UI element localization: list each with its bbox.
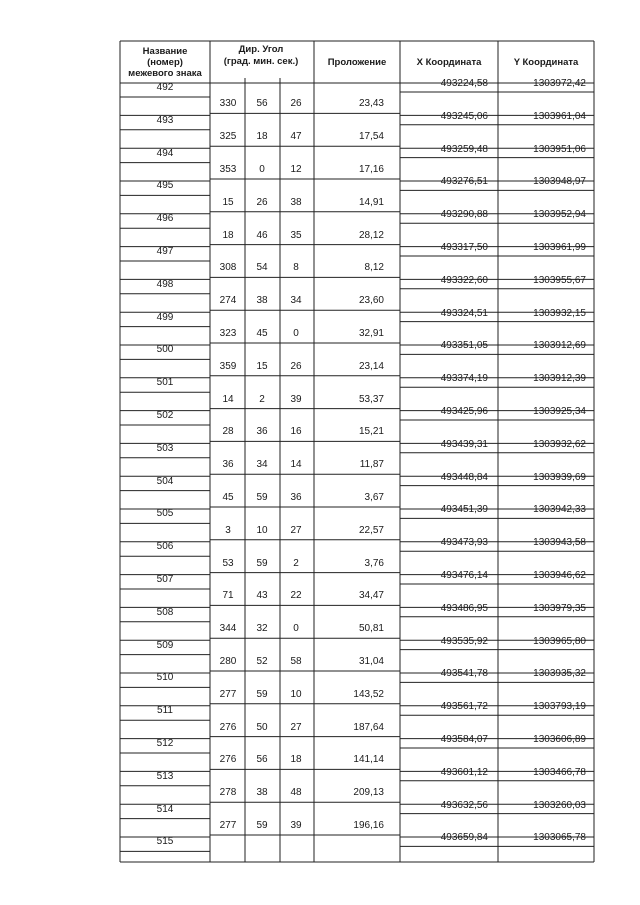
y-coordinate: 1303606,89	[533, 734, 586, 745]
angle-minutes: 43	[256, 590, 268, 602]
point-name: 500	[156, 344, 174, 356]
header-angle-line: (град. мин. сек.)	[223, 56, 299, 67]
segment-distance: 17,16	[358, 164, 384, 175]
x-coordinate: 493259,48	[440, 143, 488, 155]
y-coordinate: 1303065,78	[533, 832, 586, 844]
angle-degrees: 276	[219, 721, 237, 733]
x-coordinate: 493486,95	[440, 602, 488, 614]
point-name: 514	[156, 803, 174, 815]
point-name: 499	[156, 311, 174, 323]
angle-minutes: 59	[256, 492, 268, 503]
y-coordinate: 1303972,42	[533, 78, 586, 89]
segment-distance: 8,12	[364, 262, 384, 274]
angle-minutes: 46	[256, 229, 268, 241]
angle-minutes: 50	[256, 721, 268, 733]
x-coordinate: 493324,51	[440, 307, 488, 319]
y-coordinate: 1303948,97	[533, 176, 586, 188]
point-name: 511	[157, 705, 173, 717]
angle-degrees: 323	[219, 328, 237, 339]
x-coordinate: 493535,92	[440, 635, 488, 647]
point-name: 513	[156, 770, 174, 782]
segment-distance: 3,76	[364, 557, 384, 569]
angle-seconds: 27	[290, 721, 302, 733]
angle-minutes: 10	[256, 524, 268, 536]
angle-minutes: 56	[256, 98, 268, 110]
point-name: 494	[156, 147, 174, 159]
segment-distance: 209,13	[353, 787, 384, 799]
angle-seconds: 35	[290, 229, 302, 241]
angle-degrees: 277	[219, 820, 237, 831]
angle-minutes: 59	[256, 820, 268, 831]
segment-distance: 23,14	[358, 360, 384, 372]
angle-seconds: 26	[290, 360, 302, 372]
segment-distance: 187,64	[353, 721, 384, 733]
angle-seconds: 22	[290, 590, 302, 602]
angle-minutes: 59	[256, 688, 268, 700]
y-coordinate: 1303952,94	[533, 209, 586, 221]
angle-minutes: 18	[256, 131, 268, 143]
x-coordinate: 493374,19	[440, 373, 488, 385]
header-name-line: Название	[142, 45, 188, 57]
x-coordinate: 493317,50	[440, 242, 488, 253]
y-coordinate: 1303951,06	[533, 143, 586, 155]
segment-distance: 53,37	[358, 393, 384, 405]
angle-seconds: 27	[290, 524, 302, 536]
header-angle-line: Дир. Угол	[238, 44, 284, 55]
point-name: 512	[156, 738, 174, 749]
header-name-line: (номер)	[147, 56, 183, 68]
y-coordinate: 1303935,32	[533, 668, 586, 680]
y-coordinate: 1303946,62	[533, 570, 586, 581]
segment-distance: 196,16	[353, 820, 384, 831]
angle-degrees: 280	[219, 656, 237, 667]
x-coordinate: 493561,72	[440, 701, 488, 713]
angle-degrees: 276	[219, 754, 237, 766]
y-coordinate: 1303961,04	[533, 110, 586, 122]
segment-distance: 34,47	[358, 590, 384, 602]
y-coordinate: 1303943,58	[533, 537, 586, 549]
y-coordinate: 1303932,62	[533, 438, 586, 450]
x-coordinate: 493473,93	[440, 537, 488, 549]
point-name: 506	[156, 541, 174, 553]
x-coordinate: 493541,78	[440, 668, 488, 680]
header-distance: Проложение	[327, 56, 387, 68]
segment-distance: 17,54	[358, 131, 384, 143]
x-coordinate: 493448,84	[440, 471, 488, 483]
angle-seconds: 38	[290, 196, 302, 208]
angle-seconds: 34	[290, 295, 302, 307]
angle-seconds: 2	[293, 557, 299, 569]
angle-minutes: 56	[256, 754, 268, 766]
y-coordinate: 1303979,35	[533, 602, 586, 614]
x-coordinate: 493425,96	[440, 406, 488, 417]
y-coordinate: 1303961,99	[533, 242, 586, 253]
segment-distance: 32,91	[358, 328, 384, 339]
angle-minutes: 52	[256, 656, 268, 667]
x-coordinate: 493632,56	[440, 799, 488, 811]
point-name: 493	[156, 114, 174, 126]
segment-distance: 141,14	[353, 754, 384, 766]
y-coordinate: 1303793,19	[533, 701, 586, 713]
angle-degrees: 308	[219, 262, 237, 274]
x-coordinate: 493224,58	[440, 78, 488, 89]
angle-minutes: 36	[256, 426, 268, 438]
angle-degrees: 18	[222, 229, 234, 241]
y-coordinate: 1303912,69	[533, 340, 586, 352]
angle-minutes: 45	[256, 328, 268, 339]
y-coordinate: 1303942,33	[533, 504, 586, 516]
x-coordinate: 493290,88	[440, 209, 488, 221]
point-name: 496	[156, 213, 174, 225]
segment-distance: 11,87	[359, 459, 384, 471]
x-coordinate: 493351,05	[440, 340, 488, 352]
angle-minutes: 26	[256, 196, 268, 208]
angle-degrees: 353	[219, 164, 237, 175]
angle-degrees: 359	[219, 360, 237, 372]
angle-minutes: 0	[259, 164, 265, 175]
angle-seconds: 26	[290, 98, 302, 110]
y-coordinate: 1303955,67	[533, 274, 586, 286]
angle-seconds: 18	[290, 754, 302, 766]
angle-seconds: 10	[290, 688, 302, 700]
point-name: 497	[156, 246, 174, 257]
segment-distance: 50,81	[358, 623, 384, 635]
angle-degrees: 36	[222, 459, 234, 471]
angle-degrees: 3	[225, 524, 231, 536]
y-coordinate: 1303925,34	[533, 406, 586, 417]
angle-seconds: 8	[293, 262, 299, 274]
point-name: 503	[156, 442, 174, 454]
angle-minutes: 34	[256, 459, 268, 471]
angle-degrees: 330	[219, 98, 237, 110]
angle-seconds: 14	[290, 459, 302, 471]
segment-distance: 23,43	[358, 98, 384, 110]
header-x: X Координата	[416, 56, 482, 68]
x-coordinate: 493322,60	[440, 274, 488, 286]
angle-seconds: 48	[290, 787, 302, 799]
angle-minutes: 2	[259, 393, 265, 405]
point-name: 508	[156, 606, 174, 618]
segment-distance: 22,57	[358, 524, 384, 536]
segment-distance: 31,04	[358, 656, 384, 667]
y-coordinate: 1303260,03	[533, 799, 586, 811]
angle-degrees: 278	[219, 787, 237, 799]
angle-degrees: 28	[222, 426, 234, 438]
angle-degrees: 325	[219, 131, 237, 143]
x-coordinate: 493476,14	[440, 570, 488, 581]
x-coordinate: 493439,31	[440, 438, 488, 450]
angle-degrees: 274	[219, 295, 237, 307]
point-name: 510	[156, 672, 174, 684]
header-name	[120, 41, 210, 83]
angle-seconds: 12	[290, 164, 302, 175]
angle-seconds: 0	[293, 328, 299, 339]
y-coordinate: 1303932,15	[533, 307, 586, 319]
angle-seconds: 39	[290, 393, 302, 405]
x-coordinate: 493245,06	[440, 110, 488, 122]
x-coordinate: 493276,51	[440, 176, 488, 188]
y-coordinate: 1303912,39	[533, 373, 586, 385]
angle-seconds: 16	[290, 426, 302, 438]
point-name: 507	[156, 574, 174, 585]
angle-minutes: 32	[256, 623, 268, 635]
point-name: 501	[156, 377, 174, 389]
point-name: 509	[156, 639, 174, 651]
point-name: 498	[156, 278, 174, 290]
header-angle	[208, 44, 314, 68]
segment-distance: 23,60	[358, 295, 384, 307]
point-name: 492	[156, 82, 174, 93]
segment-distance: 14,91	[358, 196, 384, 208]
angle-degrees: 53	[222, 557, 234, 569]
angle-degrees: 15	[222, 196, 234, 208]
angle-seconds: 0	[293, 623, 299, 635]
angle-degrees: 45	[222, 492, 234, 503]
segment-distance: 15,21	[358, 426, 384, 438]
angle-seconds: 47	[290, 131, 302, 143]
angle-minutes: 15	[256, 360, 268, 372]
x-coordinate: 493451,39	[440, 504, 488, 516]
angle-minutes: 59	[256, 557, 268, 569]
angle-minutes: 38	[256, 787, 268, 799]
segment-distance: 28,12	[358, 229, 384, 241]
angle-seconds: 36	[290, 492, 302, 503]
point-name: 515	[156, 836, 174, 848]
angle-degrees: 71	[222, 590, 234, 602]
angle-degrees: 277	[219, 688, 237, 700]
angle-degrees: 14	[222, 393, 234, 405]
point-name: 502	[156, 410, 174, 421]
angle-minutes: 38	[256, 295, 268, 307]
x-coordinate: 493659,84	[440, 832, 488, 844]
angle-minutes: 54	[256, 262, 268, 274]
x-coordinate: 493601,12	[440, 766, 488, 778]
segment-distance: 3,67	[364, 492, 384, 503]
header-y: Y Координата	[513, 56, 579, 68]
y-coordinate: 1303939,69	[533, 471, 586, 483]
point-name: 495	[156, 180, 174, 192]
y-coordinate: 1303965,80	[533, 635, 586, 647]
x-coordinate: 493584,07	[440, 734, 488, 745]
y-coordinate: 1303466,78	[533, 766, 586, 778]
segment-distance: 143,52	[353, 688, 384, 700]
angle-seconds: 58	[290, 656, 302, 667]
point-name: 504	[156, 475, 174, 487]
header-name-line: межевого знака	[128, 67, 202, 79]
angle-degrees: 344	[219, 623, 237, 635]
angle-seconds: 39	[290, 820, 302, 831]
point-name: 505	[156, 508, 174, 520]
